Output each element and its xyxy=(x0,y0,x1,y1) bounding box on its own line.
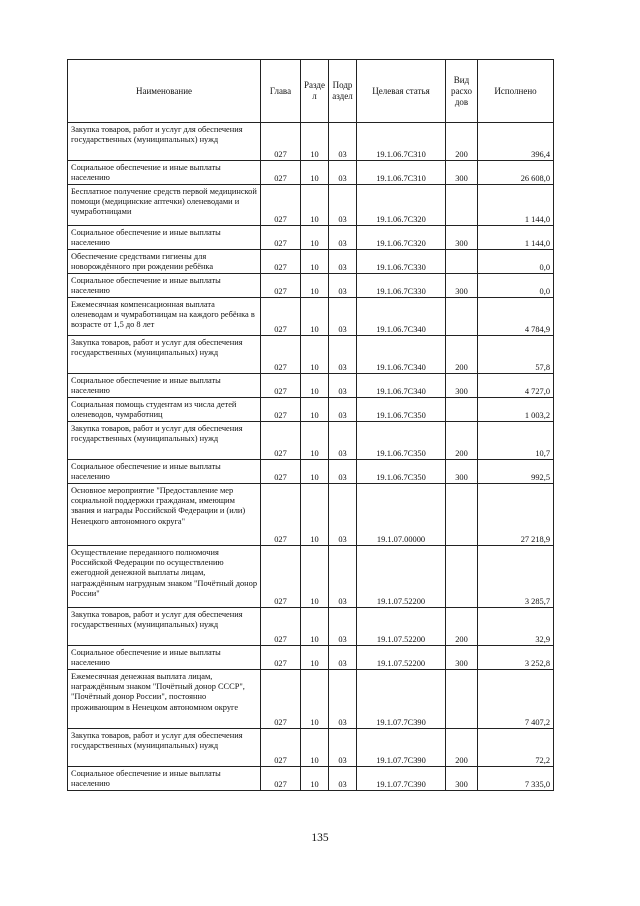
page-number: 135 xyxy=(311,832,329,844)
row-executed: 10,7 xyxy=(478,422,554,460)
row-expense-type xyxy=(446,670,478,729)
table-row xyxy=(68,336,554,374)
row-expense-type xyxy=(446,185,478,226)
row-section: 10 xyxy=(301,161,329,185)
row-expense-type: 300 xyxy=(446,460,478,484)
header-section: Разде л xyxy=(301,60,329,123)
row-executed: 72,2 xyxy=(478,729,554,767)
row-chapter: 027 xyxy=(261,161,301,185)
row-section: 10 xyxy=(301,274,329,298)
row-executed: 396,4 xyxy=(478,123,554,161)
row-section: 10 xyxy=(301,250,329,274)
row-chapter: 027 xyxy=(261,226,301,250)
row-target-article: 19.1.07.7С390 xyxy=(357,729,446,767)
table-row xyxy=(68,484,554,546)
row-chapter: 027 xyxy=(261,646,301,670)
row-executed: 57,8 xyxy=(478,336,554,374)
row-chapter: 027 xyxy=(261,185,301,226)
row-executed: 4 727,0 xyxy=(478,374,554,398)
row-expense-type: 300 xyxy=(446,161,478,185)
row-target-article: 19.1.07.00000 xyxy=(357,484,446,546)
row-subsection: 03 xyxy=(329,226,357,250)
row-expense-type: 200 xyxy=(446,336,478,374)
budget-table xyxy=(67,59,554,791)
table-row xyxy=(68,608,554,646)
row-expense-type xyxy=(446,398,478,422)
row-chapter: 027 xyxy=(261,546,301,608)
row-executed: 3 252,8 xyxy=(478,646,554,670)
row-section: 10 xyxy=(301,374,329,398)
table-row xyxy=(68,161,554,185)
row-section: 10 xyxy=(301,484,329,546)
row-target-article: 19.1.06.7С340 xyxy=(357,374,446,398)
row-subsection: 03 xyxy=(329,123,357,161)
table-row xyxy=(68,546,554,608)
table-row xyxy=(68,374,554,398)
row-section: 10 xyxy=(301,546,329,608)
row-section: 10 xyxy=(301,608,329,646)
header-subsection: Подр аздел xyxy=(329,60,357,123)
row-chapter: 027 xyxy=(261,729,301,767)
row-expense-type: 200 xyxy=(446,729,478,767)
table-row xyxy=(68,274,554,298)
row-chapter: 027 xyxy=(261,274,301,298)
row-name: Закупка товаров, работ и услуг для обеспечения государственных (муниципальных) нужд xyxy=(68,608,261,646)
row-chapter: 027 xyxy=(261,422,301,460)
row-name: Основное мероприятие "Предоставление мер социальной поддержки гражданам, имеющим звания и награды Российской Федерации и (или) Ненецкого автономного округа" xyxy=(68,484,261,546)
row-name: Социальное обеспечение и иные выплаты населению xyxy=(68,161,261,185)
row-subsection: 03 xyxy=(329,460,357,484)
row-subsection: 03 xyxy=(329,250,357,274)
row-executed: 4 784,9 xyxy=(478,298,554,336)
row-executed: 26 608,0 xyxy=(478,161,554,185)
table-row xyxy=(68,226,554,250)
row-expense-type xyxy=(446,546,478,608)
row-subsection: 03 xyxy=(329,298,357,336)
row-chapter: 027 xyxy=(261,398,301,422)
row-target-article: 19.1.06.7С310 xyxy=(357,161,446,185)
row-name: Бесплатное получение средств первой медицинской помощи (медицинские аптечки) оленеводами и чумработницами xyxy=(68,185,261,226)
row-target-article: 19.1.07.52200 xyxy=(357,546,446,608)
header-expense-type: Вид расхо дов xyxy=(446,60,478,123)
row-target-article: 19.1.06.7С350 xyxy=(357,398,446,422)
row-subsection: 03 xyxy=(329,484,357,546)
row-section: 10 xyxy=(301,226,329,250)
table-row xyxy=(68,123,554,161)
header-row xyxy=(68,60,554,123)
row-section: 10 xyxy=(301,185,329,226)
table-row xyxy=(68,250,554,274)
row-chapter: 027 xyxy=(261,484,301,546)
row-executed: 1 003,2 xyxy=(478,398,554,422)
row-name: Социальное обеспечение и иные выплаты населению xyxy=(68,460,261,484)
row-name: Социальное обеспечение и иные выплаты населению xyxy=(68,646,261,670)
row-section: 10 xyxy=(301,670,329,729)
row-section: 10 xyxy=(301,398,329,422)
row-section: 10 xyxy=(301,646,329,670)
table-row xyxy=(68,422,554,460)
row-chapter: 027 xyxy=(261,767,301,791)
row-expense-type xyxy=(446,250,478,274)
row-executed: 1 144,0 xyxy=(478,226,554,250)
row-expense-type xyxy=(446,298,478,336)
row-name: Социальное обеспечение и иные выплаты населению xyxy=(68,226,261,250)
row-executed: 992,5 xyxy=(478,460,554,484)
row-section: 10 xyxy=(301,336,329,374)
row-expense-type: 200 xyxy=(446,422,478,460)
table-row xyxy=(68,670,554,729)
row-section: 10 xyxy=(301,729,329,767)
row-name: Социальная помощь студентам из числа детей оленеводов, чумработниц xyxy=(68,398,261,422)
row-chapter: 027 xyxy=(261,298,301,336)
table-row xyxy=(68,185,554,226)
header-chapter: Глава xyxy=(261,60,301,123)
header-target-article: Целевая статья xyxy=(357,60,446,123)
row-executed: 7 335,0 xyxy=(478,767,554,791)
row-section: 10 xyxy=(301,123,329,161)
row-section: 10 xyxy=(301,422,329,460)
row-executed: 3 285,7 xyxy=(478,546,554,608)
row-subsection: 03 xyxy=(329,336,357,374)
row-name: Социальное обеспечение и иные выплаты населению xyxy=(68,274,261,298)
header-executed: Исполнено xyxy=(478,60,554,123)
row-target-article: 19.1.07.52200 xyxy=(357,646,446,670)
row-target-article: 19.1.06.7С330 xyxy=(357,250,446,274)
row-subsection: 03 xyxy=(329,422,357,460)
row-expense-type xyxy=(446,484,478,546)
row-target-article: 19.1.07.7С390 xyxy=(357,767,446,791)
row-subsection: 03 xyxy=(329,670,357,729)
row-target-article: 19.1.06.7С310 xyxy=(357,123,446,161)
row-target-article: 19.1.06.7С350 xyxy=(357,460,446,484)
row-chapter: 027 xyxy=(261,670,301,729)
row-target-article: 19.1.07.52200 xyxy=(357,608,446,646)
row-executed: 7 407,2 xyxy=(478,670,554,729)
row-expense-type: 300 xyxy=(446,226,478,250)
row-name: Закупка товаров, работ и услуг для обеспечения государственных (муниципальных) нужд xyxy=(68,729,261,767)
table-row xyxy=(68,460,554,484)
row-expense-type: 300 xyxy=(446,646,478,670)
row-subsection: 03 xyxy=(329,398,357,422)
row-subsection: 03 xyxy=(329,185,357,226)
row-chapter: 027 xyxy=(261,123,301,161)
row-subsection: 03 xyxy=(329,274,357,298)
row-section: 10 xyxy=(301,460,329,484)
row-executed: 0,0 xyxy=(478,250,554,274)
row-subsection: 03 xyxy=(329,374,357,398)
row-target-article: 19.1.06.7С320 xyxy=(357,226,446,250)
row-executed: 1 144,0 xyxy=(478,185,554,226)
table-row xyxy=(68,767,554,791)
row-name: Осуществление переданного полномочия Российской Федерации по осуществлению ежегодной денежной выплаты лицам, награждённым нагрудным знаком "Почётный донор России" xyxy=(68,546,261,608)
row-executed: 32,9 xyxy=(478,608,554,646)
row-expense-type: 300 xyxy=(446,274,478,298)
table-row xyxy=(68,298,554,336)
row-subsection: 03 xyxy=(329,161,357,185)
row-name: Ежемесячная компенсационная выплата оленеводам и чумработницам на каждого ребёнка в возрасте от 1,5 до 8 лет xyxy=(68,298,261,336)
row-name: Закупка товаров, работ и услуг для обеспечения государственных (муниципальных) нужд xyxy=(68,123,261,161)
row-subsection: 03 xyxy=(329,546,357,608)
row-chapter: 027 xyxy=(261,250,301,274)
row-subsection: 03 xyxy=(329,729,357,767)
row-name: Закупка товаров, работ и услуг для обеспечения государственных (муниципальных) нужд xyxy=(68,422,261,460)
table-row xyxy=(68,398,554,422)
row-subsection: 03 xyxy=(329,767,357,791)
row-name: Социальное обеспечение и иные выплаты населению xyxy=(68,767,261,791)
header-name: Наименование xyxy=(68,60,261,123)
row-section: 10 xyxy=(301,298,329,336)
row-chapter: 027 xyxy=(261,374,301,398)
row-expense-type: 300 xyxy=(446,767,478,791)
row-executed: 0,0 xyxy=(478,274,554,298)
row-target-article: 19.1.06.7С340 xyxy=(357,336,446,374)
row-name: Социальное обеспечение и иные выплаты населению xyxy=(68,374,261,398)
row-expense-type: 200 xyxy=(446,123,478,161)
row-executed: 27 218,9 xyxy=(478,484,554,546)
row-name: Закупка товаров, работ и услуг для обеспечения государственных (муниципальных) нужд xyxy=(68,336,261,374)
row-target-article: 19.1.07.7С390 xyxy=(357,670,446,729)
row-section: 10 xyxy=(301,767,329,791)
row-chapter: 027 xyxy=(261,460,301,484)
row-expense-type: 300 xyxy=(446,374,478,398)
row-name: Ежемесячная денежная выплата лицам, награждённым знаком "Почётный донор СССР", "Почётный донор России", постоянно проживающим в Ненецком автономном округе xyxy=(68,670,261,729)
table-row xyxy=(68,646,554,670)
row-chapter: 027 xyxy=(261,608,301,646)
row-expense-type: 200 xyxy=(446,608,478,646)
row-target-article: 19.1.06.7С350 xyxy=(357,422,446,460)
row-target-article: 19.1.06.7С320 xyxy=(357,185,446,226)
row-subsection: 03 xyxy=(329,646,357,670)
row-target-article: 19.1.06.7С330 xyxy=(357,274,446,298)
table-row xyxy=(68,729,554,767)
row-name: Обеспечение средствами гигиены для новорождённого при рождении ребёнка xyxy=(68,250,261,274)
row-subsection: 03 xyxy=(329,608,357,646)
row-target-article: 19.1.06.7С340 xyxy=(357,298,446,336)
row-chapter: 027 xyxy=(261,336,301,374)
